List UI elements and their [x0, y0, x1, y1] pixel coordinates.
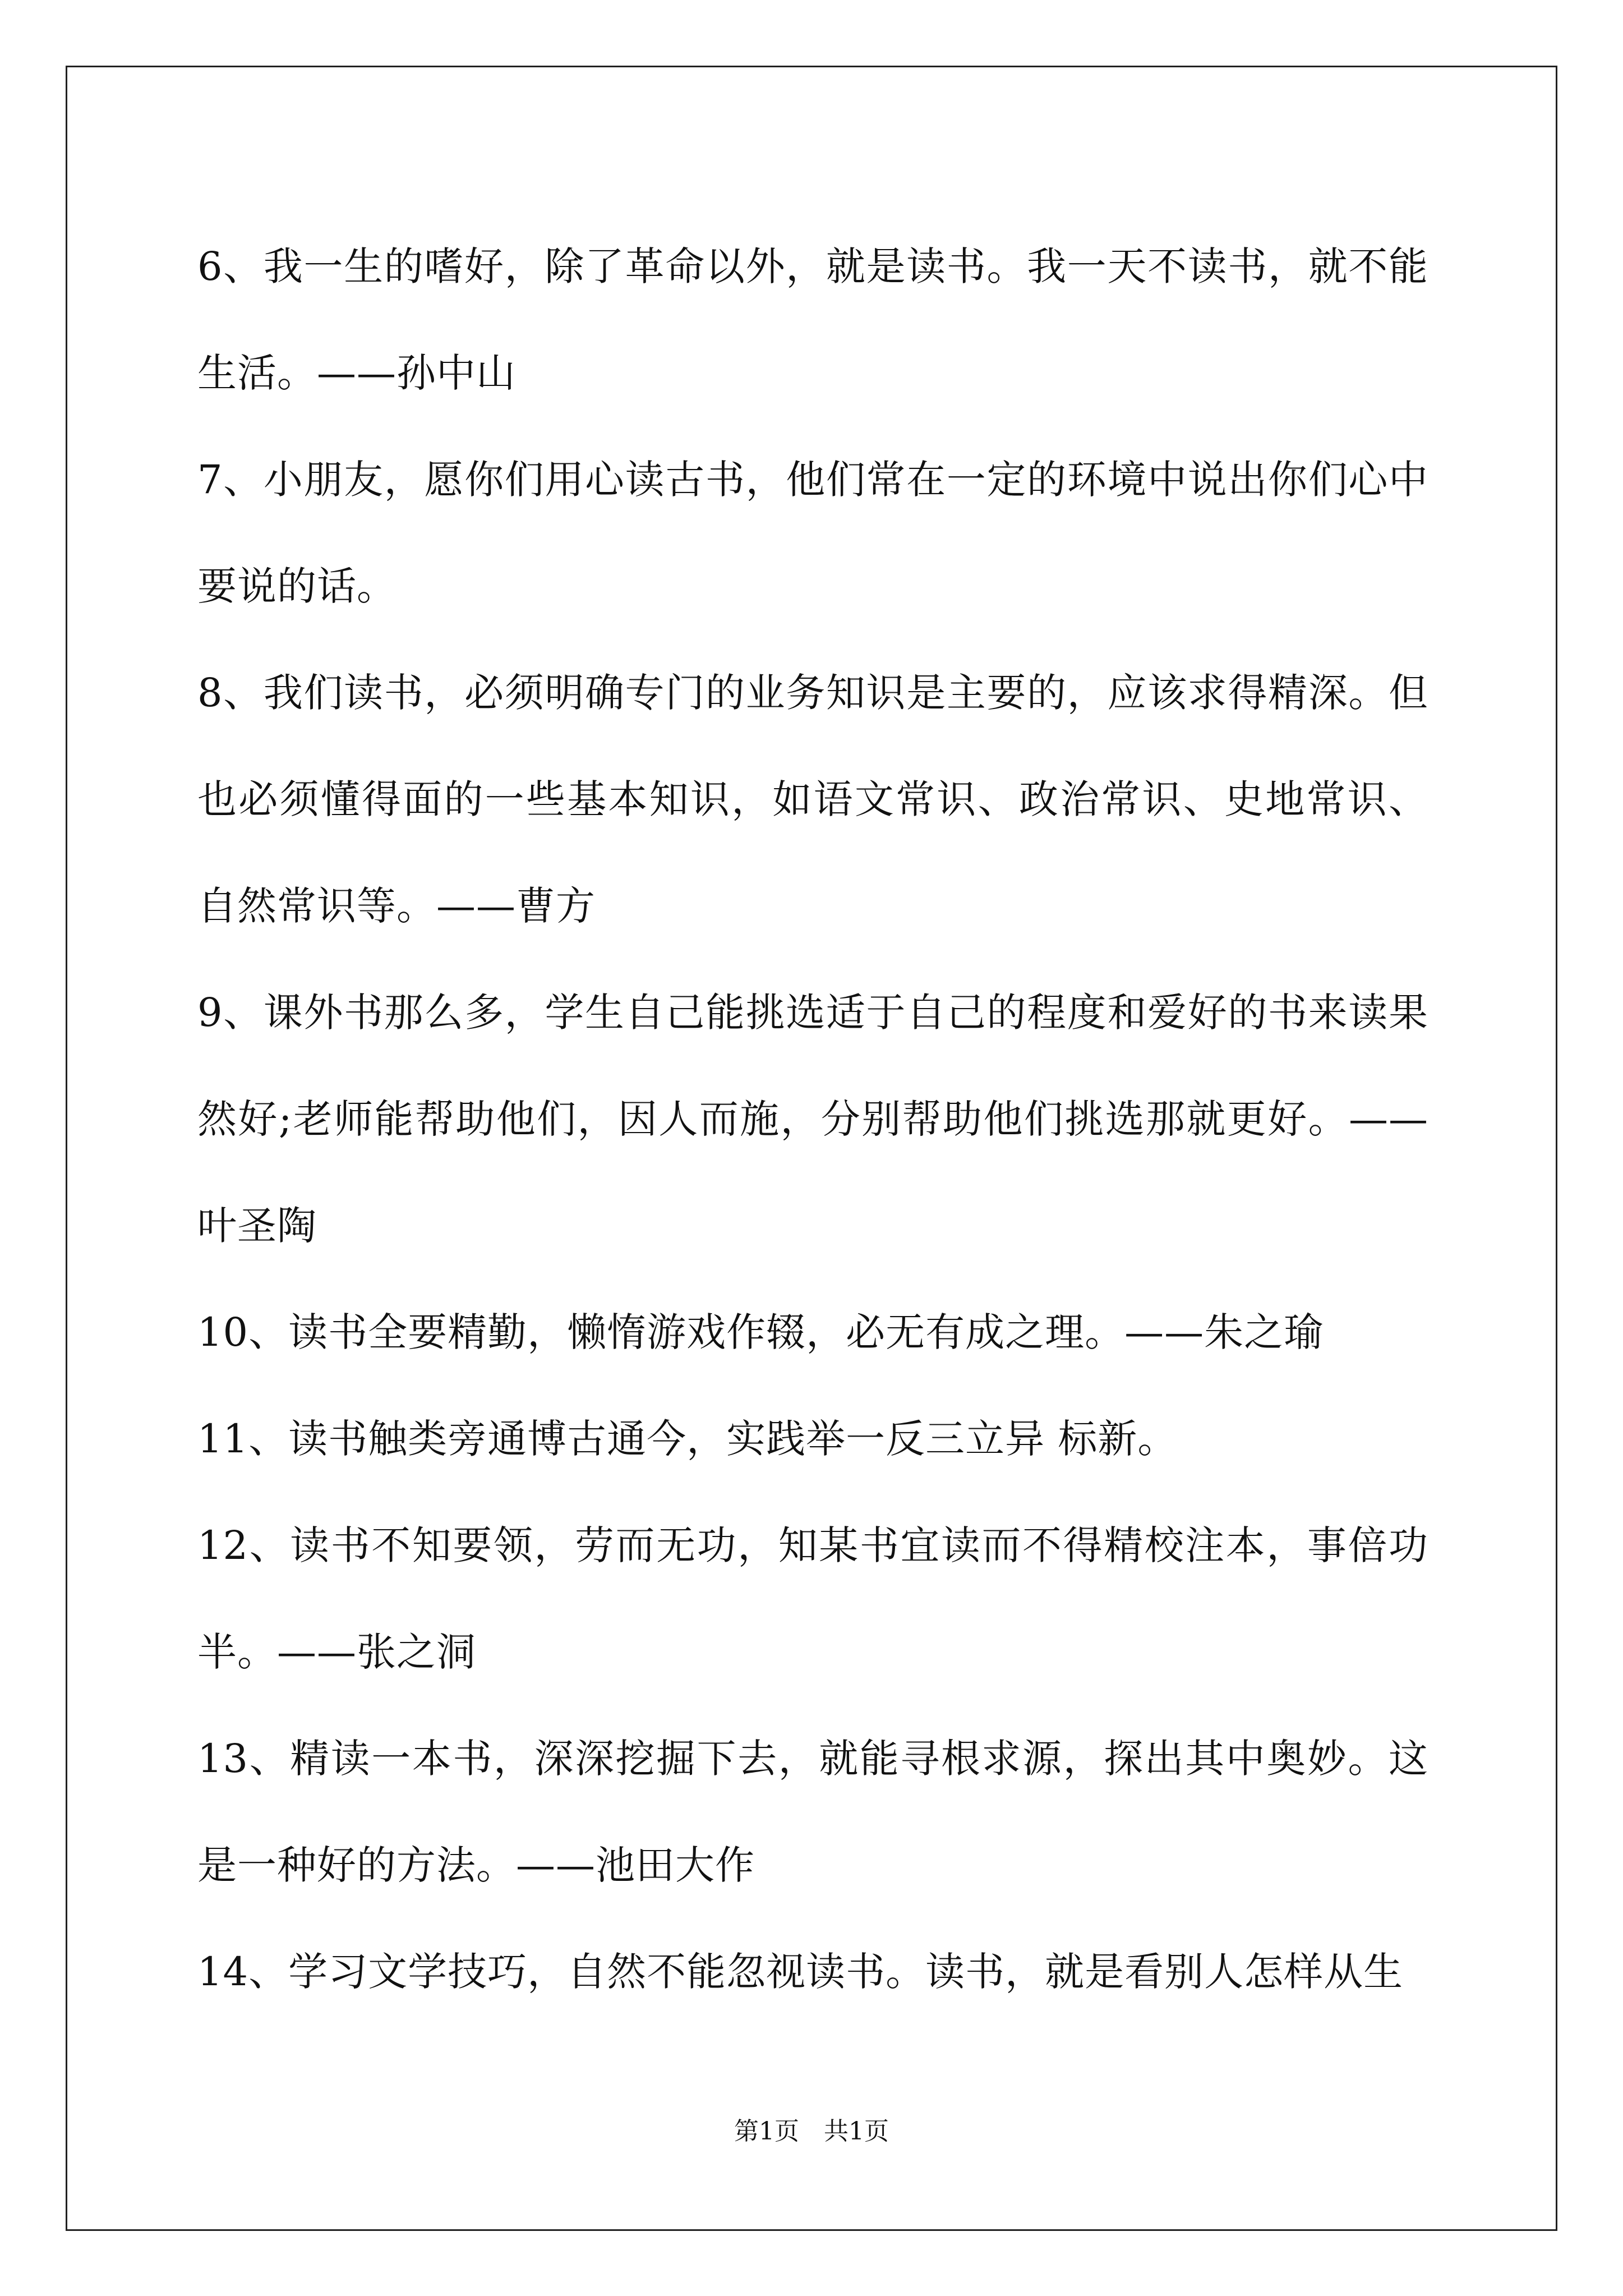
page-total: 共1页 — [824, 2117, 889, 2146]
quote-paragraph-10: 10、读书全要精勤，懒惰游戏作辍，必无有成之理。——朱之瑜 — [197, 1309, 1324, 1355]
quote-paragraph-12: 12、读书不知要领，劳而无功，知某书宜读而不得精校注本，事倍功半。——张之洞 — [197, 1522, 1428, 1675]
page-footer — [0, 2115, 1623, 2148]
quote-paragraph-13: 13、精读一本书，深深挖掘下去，就能寻根求源，探出其中奥妙。这是一种好的方法。——池田大作 — [197, 1736, 1428, 1888]
quote-paragraph-6: 6、我一生的嗜好，除了革命以外，就是读书。我一天不读书，就不能生活。——孙中山 — [197, 243, 1428, 396]
quote-paragraph-8: 8、我们读书，必须明确专门的业务知识是主要的，应该求得精深。但也必须懂得面的一些基本知识，如语文常识、政治常识、史地常识、自然常识等。——曹方 — [197, 670, 1428, 929]
quote-paragraph-14: 14、学习文学技巧，自然不能忽视读书。读书，就是看别人怎样从生 — [197, 1949, 1404, 1995]
quote-paragraph-7: 7、小朋友，愿你们用心读古书，他们常在一定的环境中说出你们心中要说的话。 — [197, 457, 1428, 609]
quote-paragraph-11: 11、读书触类旁通博古通今，实践举一反三立异 标新。 — [197, 1416, 1178, 1462]
quote-paragraph-9: 9、课外书那么多，学生自己能挑选适于自己的程度和爱好的书来读果然好;老师能帮助他们，因人而施，分别帮助他们挑选那就更好。——叶圣陶 — [197, 990, 1428, 1249]
document-body — [197, 213, 1428, 2025]
page-number: 第1页 — [734, 2117, 799, 2146]
